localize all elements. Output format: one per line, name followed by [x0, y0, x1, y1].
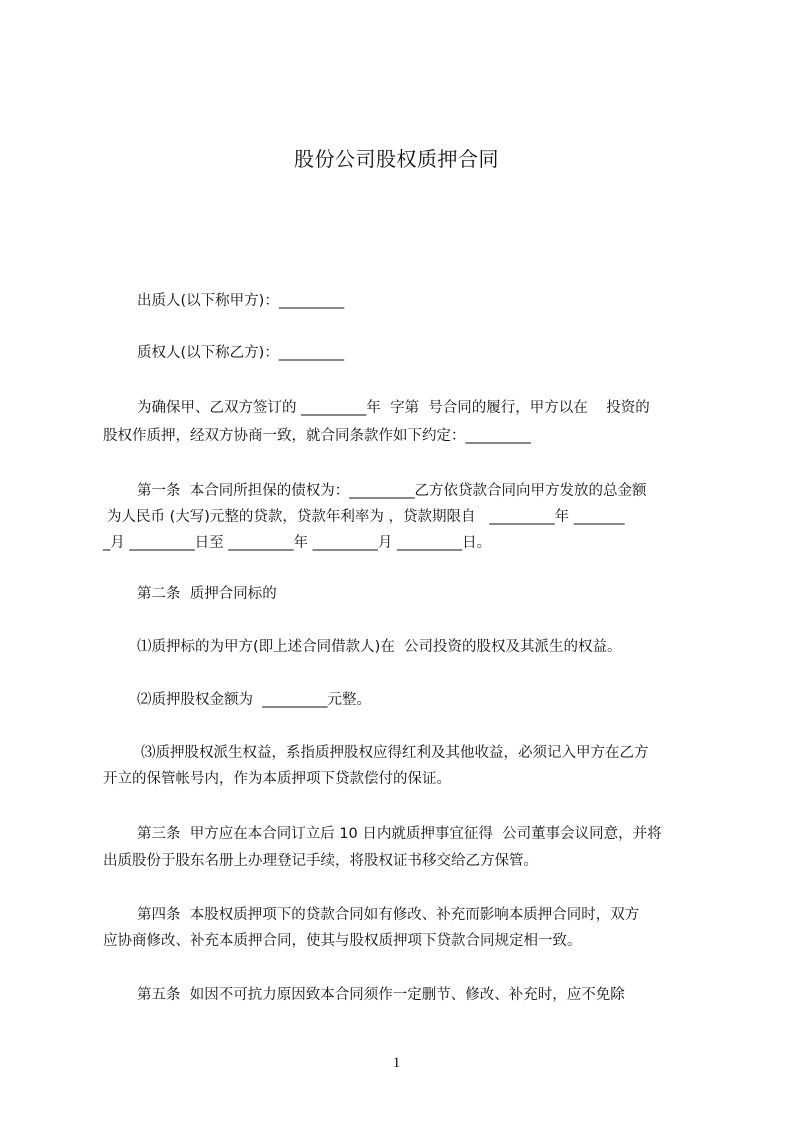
article-5-line-1: 第五条 如因不可抗力原因致本合同须作一定删节、修改、补充时，应不免除	[137, 987, 625, 1003]
article-3-line-1: 第三条 甲方应在本合同订立后 10 日内就质押事宜征得 公司董事会议同意，并将	[137, 826, 662, 842]
article-2-item-3-line-2: 开立的保管帐号内，作为本质押项下贷款偿付的保证。	[103, 771, 451, 787]
preamble-line-2: 股权作质押，经双方协商一致，就合同条款作如下约定：_________	[103, 428, 531, 444]
article-2-heading: 第二条 质押合同标的	[137, 586, 277, 602]
article-1-line-1: 第一条 本合同所担保的债权为：_________乙方依贷款合同向甲方发放的总金额	[137, 483, 647, 499]
article-3-line-2: 出质股份于股东名册上办理登记手续，将股权证书移交给乙方保管。	[103, 853, 538, 869]
article-2-item-2: ⑵质押股权金额为 _________元整。	[137, 692, 371, 708]
page-number: 1	[392, 1055, 401, 1071]
article-2-item-1: ⑴质押标的为甲方(即上述合同借款人)在 公司投资的股权及其派生的权益。	[137, 639, 622, 655]
page-title: 股份公司股权质押合同	[294, 147, 499, 171]
preamble-line-1: 为确保甲、乙双方签订的 _________年 字第 号合同的履行，甲方以在 投资的	[137, 400, 650, 416]
pledgor-line: 出质人(以下称甲方)：_________	[137, 293, 345, 309]
article-1-line-2: 为人民币 (大写)元整的贷款，贷款年利率为 ，贷款期限自 _________年 _______	[107, 509, 625, 525]
article-2-item-3-line-1: ⑶质押股权派生权益，系指质押股权应得红利及其他收益，必须记入甲方在乙方	[141, 745, 649, 761]
article-4-line-1: 第四条 本股权质押项下的贷款合同如有修改、补充而影响本质押合同时，双方	[137, 907, 640, 923]
article-4-line-2: 应协商修改、补充本质押合同，使其与股权质押项下贷款合同规定相一致。	[103, 933, 582, 949]
article-1-line-3: _月 _________日至 _________年 _________月 _________日。	[103, 535, 492, 551]
pledgee-line: 质权人(以下称乙方)：_________	[137, 345, 345, 361]
